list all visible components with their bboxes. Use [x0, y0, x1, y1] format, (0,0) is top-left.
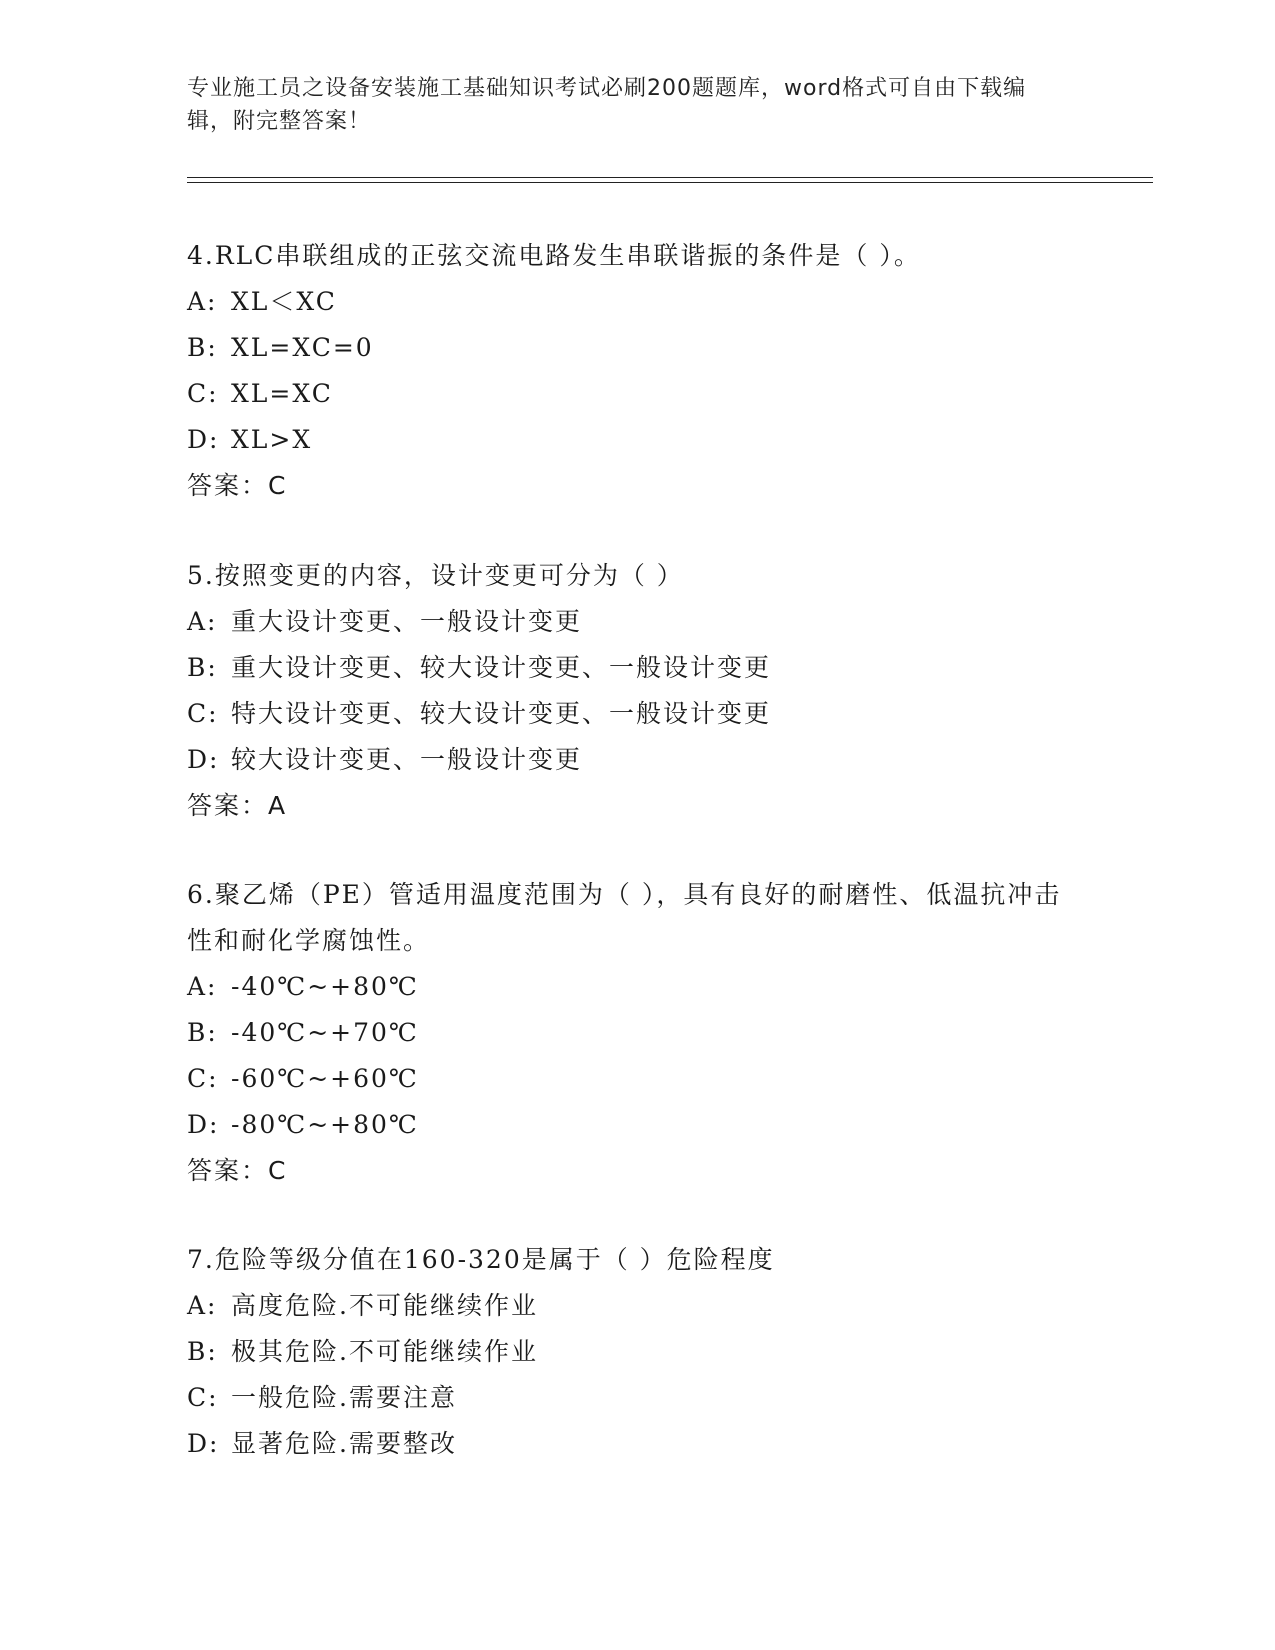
option-text: 一般危险.需要注意	[231, 1383, 457, 1412]
option-text: XL＜XC	[231, 287, 337, 316]
answer-text: 答案：C	[187, 1156, 288, 1185]
option-text: -40℃~+70℃	[231, 1018, 419, 1047]
option-a	[187, 964, 1087, 1010]
option-text: -80℃~+80℃	[231, 1110, 419, 1139]
question-5	[187, 553, 1087, 829]
option-key: D:	[187, 425, 220, 454]
header-title: 专业施工员之设备安装施工基础知识考试必刷200题题库，word格式可自由下载编辑，附完整答案！	[187, 76, 1027, 134]
option-text: 重大设计变更、较大设计变更、一般设计变更	[231, 653, 772, 682]
option-text: 重大设计变更、一般设计变更	[231, 607, 583, 636]
option-c	[187, 691, 1087, 737]
option-text: 显著危险.需要整改	[231, 1429, 457, 1458]
question-title: 6.聚乙烯（PE）管适用温度范围为（ ），具有良好的耐磨性、低温抗冲击性和耐化学腐蚀性。	[187, 880, 1062, 955]
option-key: D:	[187, 745, 220, 774]
document-header	[187, 72, 1067, 138]
option-text: 特大设计变更、较大设计变更、一般设计变更	[231, 699, 772, 728]
option-text: XL=XC=0	[231, 333, 374, 362]
option-c	[187, 371, 1087, 417]
option-b	[187, 1329, 1087, 1375]
option-key: A:	[187, 972, 218, 1001]
option-text: -40℃~+80℃	[231, 972, 419, 1001]
option-key: A:	[187, 1291, 218, 1320]
option-text: -60℃~+60℃	[231, 1064, 419, 1093]
option-text: 较大设计变更、一般设计变更	[231, 745, 583, 774]
option-d	[187, 1421, 1087, 1467]
question-title: 4.RLC串联组成的正弦交流电路发生串联谐振的条件是（ ）。	[187, 241, 921, 270]
option-key: A:	[187, 287, 218, 316]
option-key: C:	[187, 379, 219, 408]
option-d	[187, 737, 1087, 783]
question-7	[187, 1237, 1087, 1467]
header-divider-top	[187, 177, 1153, 178]
question-4	[187, 233, 1087, 509]
option-d	[187, 1102, 1087, 1148]
option-key: B:	[187, 1337, 218, 1366]
option-key: B:	[187, 333, 218, 362]
option-text: 极其危险.不可能继续作业	[231, 1337, 538, 1366]
option-key: C:	[187, 699, 219, 728]
header-divider-bottom	[187, 182, 1153, 183]
option-c	[187, 1056, 1087, 1102]
option-key: C:	[187, 1064, 219, 1093]
option-key: C:	[187, 1383, 219, 1412]
option-text: 高度危险.不可能继续作业	[231, 1291, 538, 1320]
option-text: XL>X	[231, 425, 313, 454]
option-b	[187, 645, 1087, 691]
option-b	[187, 1010, 1087, 1056]
option-key: B:	[187, 1018, 218, 1047]
option-key: D:	[187, 1429, 220, 1458]
option-text: XL=XC	[231, 379, 333, 408]
question-6	[187, 872, 1087, 1194]
option-d	[187, 417, 1087, 463]
option-a	[187, 1283, 1087, 1329]
option-a	[187, 599, 1087, 645]
answer-text: 答案：A	[187, 791, 288, 820]
option-key: A:	[187, 607, 218, 636]
question-title: 5.按照变更的内容，设计变更可分为（ ）	[187, 561, 684, 590]
option-c	[187, 1375, 1087, 1421]
option-a	[187, 279, 1087, 325]
option-b	[187, 325, 1087, 371]
answer-text: 答案：C	[187, 471, 288, 500]
question-title: 7.危险等级分值在160-320是属于（ ）危险程度	[187, 1245, 775, 1274]
option-key: D:	[187, 1110, 220, 1139]
option-key: B:	[187, 653, 218, 682]
